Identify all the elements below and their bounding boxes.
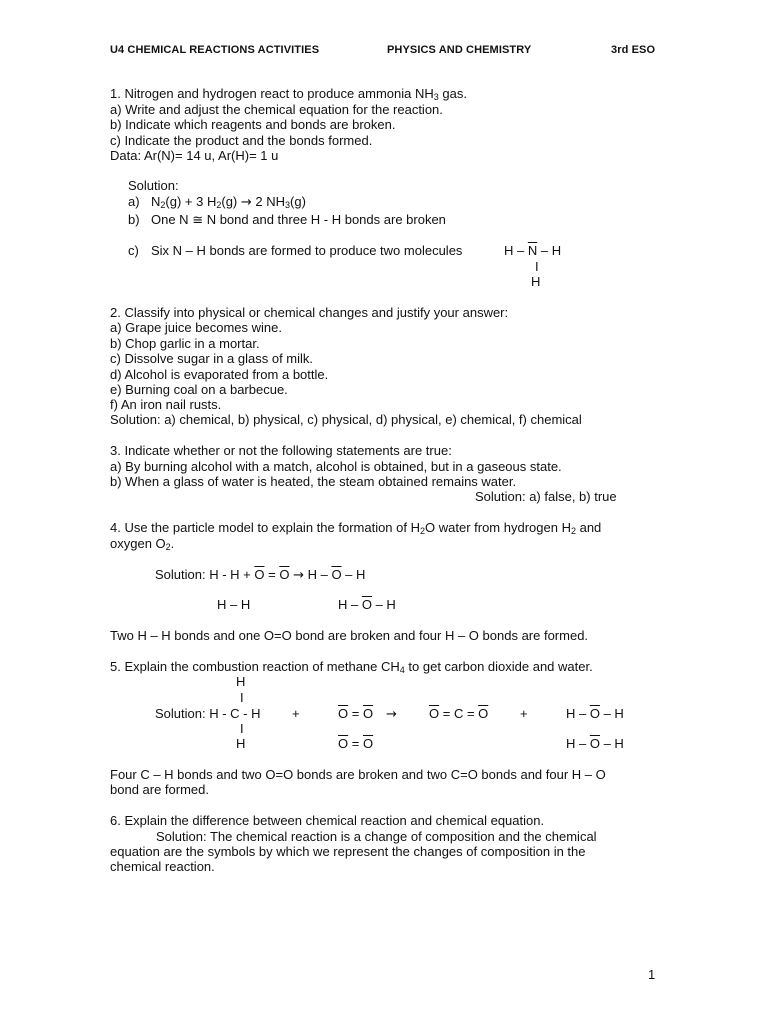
q2-item-f: f) An iron nail rusts. [110, 397, 222, 412]
q5-water-2: H – $\overline{O}$ – H [566, 736, 624, 751]
q3-item-a: a) By burning alcohol with a match, alcohol is obtained, but in a gaseous state. [110, 459, 562, 474]
ammonia-structure: H – $\overline{N}$ – H [504, 243, 562, 258]
q4-title-line2: oxygen $O_2$. [110, 536, 175, 552]
q1-title: 1. Nitrogen and hydrogen react to produce ammonia $NH_3$ gas. [110, 86, 467, 102]
q1-solution-a-prefix: a) [128, 194, 140, 209]
q5-water-1: H – $\overline{O}$ – H [566, 706, 624, 721]
q1-item-b: b) Indicate which reagents and bonds are broken. [110, 117, 396, 132]
q6-title: 6. Explain the difference between chemical reaction and chemical equation. [110, 813, 545, 828]
q1-solution-b-text: One N ≅ N bond and three H - H bonds are broken [151, 212, 446, 228]
q1-solution-a-equation: $N_2(g) + 3$ $H_2(g) \to 2$ $NH_3(g)$ [151, 194, 306, 210]
header-center: PHYSICS AND CHEMISTRY [387, 44, 532, 56]
q5-solution-methane: Solution: H - C - H [155, 706, 261, 721]
q2-item-e: e) Burning coal on a barbecue. [110, 382, 288, 397]
methane-bottom-h: H [236, 736, 246, 751]
q5-conclusion-line2: bond are formed. [110, 782, 210, 797]
q4-solution-equation: Solution: $H - H + \overline{O} = \overline{O} \to H - \overline{O} - H$ [155, 567, 366, 583]
q5-arrow [386, 706, 397, 722]
q2-item-b: b) Chop garlic in a mortar. [110, 336, 260, 351]
q1-solution-c-prefix: c) [128, 243, 139, 258]
q1-item-a: a) Write and adjust the chemical equation for the reaction. [110, 102, 443, 117]
q1-data: Data: Ar(N)= 14 u, Ar(H)= 1 u [110, 148, 279, 163]
q6-solution-line2: equation are the symbols by which we represent the changes of composition in the [110, 844, 586, 859]
triple-bond-icon: ≅ [192, 213, 204, 228]
reaction-arrow-icon: → [293, 568, 304, 583]
q2-item-a: a) Grape juice becomes wine. [110, 320, 282, 335]
q4-title-line1: 4. Use the particle model to explain the formation of $H_2O$ water from hydrogen $H_2$ and [110, 520, 602, 536]
q3-title: 3. Indicate whether or not the following statements are true: [110, 443, 452, 458]
reaction-arrow-icon: → [240, 195, 252, 210]
q5-oxygen-1: $\overline{O} = \overline{O}$ [338, 706, 374, 721]
ammonia-bond-line: I [535, 259, 539, 274]
q6-solution-line1: Solution: The chemical reaction is a change of composition and the chemical [156, 829, 597, 844]
q4-second-water: H – $\overline{O}$ – H [338, 597, 396, 612]
header-left: U4 CHEMICAL REACTIONS ACTIVITIES [110, 44, 320, 56]
q5-title: 5. Explain the combustion reaction of methane $CH_4$ to get carbon dioxide and water. [110, 659, 593, 675]
q3-solution: Solution: a) false, b) true [475, 489, 617, 504]
q5-plus-1: + [292, 706, 300, 721]
q5-carbon-dioxide: $\overline{O} = C = \overline{O}$ [429, 706, 489, 721]
q5-conclusion-line1: Four C – H bonds and two O=O bonds are broken and two C=O bonds and four H – O [110, 767, 606, 782]
q1-item-c: c) Indicate the product and the bonds formed. [110, 133, 373, 148]
q2-title: 2. Classify into physical or chemical changes and justify your answer: [110, 305, 509, 320]
page-number: 1 [648, 967, 656, 982]
methane-top-h: H [236, 674, 246, 689]
q5-oxygen-2: $\overline{O} = \overline{O}$ [338, 736, 374, 751]
q2-item-d: d) Alcohol is evaporated from a bottle. [110, 367, 329, 382]
q3-item-b: b) When a glass of water is heated, the steam obtained remains water. [110, 474, 517, 489]
q5-plus-2: + [520, 706, 528, 721]
header-right: 3rd ESO [611, 44, 656, 56]
reaction-arrow-icon: → [386, 707, 397, 722]
q4-conclusion: Two H – H bonds and one O=O bond are broken and four H – O bonds are formed. [110, 628, 589, 643]
q2-item-c: c) Dissolve sugar in a glass of milk. [110, 351, 314, 366]
methane-bottom-bond: I [240, 721, 244, 736]
q1-solution-c-text: Six N – H bonds are formed to produce two molecules [151, 243, 463, 258]
q6-solution-line3: chemical reaction. [110, 859, 215, 874]
q4-second-hydrogen: H – H [217, 597, 251, 612]
q2-solution: Solution: a) chemical, b) physical, c) physical, d) physical, e) chemical, f) chemical [110, 412, 582, 427]
q1-solution-b-prefix: b) [128, 212, 140, 227]
ammonia-bottom-h: H [531, 274, 541, 289]
q1-solution-label: Solution: [128, 178, 179, 193]
methane-top-bond: I [240, 690, 244, 705]
